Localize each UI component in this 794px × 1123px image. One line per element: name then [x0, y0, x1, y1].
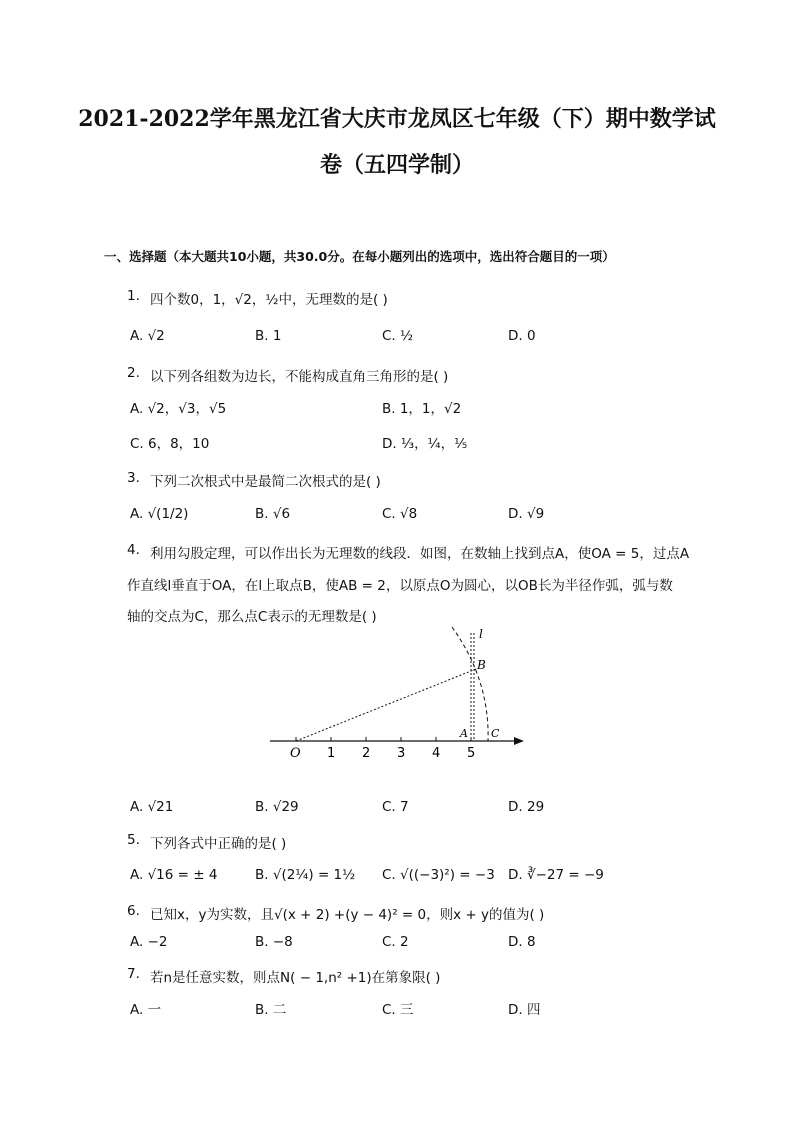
question-text: 以下列各组数为边长，不能构成直角三角形的是( ) — [150, 369, 449, 385]
question-number: 5. — [127, 832, 140, 848]
option-a: A. √2，√3，√5 — [130, 401, 227, 417]
option-b: B. √29 — [255, 799, 299, 815]
question-text-line-2: 作直线l垂直于OA，在l上取点B，使AB = 2，以原点O为圆心，以OB长为半径作弧，弧与数 — [127, 578, 673, 594]
tick-label-o: O — [290, 746, 301, 761]
exam-title-line-2: 卷（五四学制） — [319, 152, 474, 178]
question-text: 下列二次根式中是最简二次根式的是( ) — [150, 474, 381, 490]
option-b: B. √6 — [255, 506, 291, 522]
question-text: 已知x，y为实数，且√(x + 2) +(y − 4)² = 0，则x + y的值为( ) — [150, 907, 545, 923]
option-c: C. 6，8，10 — [130, 436, 210, 452]
question-number: 7. — [127, 966, 140, 982]
question-number: 3. — [127, 470, 140, 486]
arc — [452, 627, 488, 741]
question-text: 四个数0，1，√2，½中，无理数的是( ) — [150, 292, 388, 308]
question-text: 若n是任意实数，则点N( − 1,n² +1)在第象限( ) — [150, 970, 441, 986]
option-b: B. −8 — [255, 934, 293, 950]
option-d: D. 四 — [508, 1002, 541, 1018]
option-b: B. √(2¼) = 1½ — [255, 867, 356, 883]
question-text-line-3: 轴的交点为C，那么点C表示的无理数是( ) — [127, 609, 377, 625]
question-number: 6. — [127, 903, 140, 919]
option-a: A. −2 — [130, 934, 168, 950]
point-label-c: C — [491, 727, 500, 740]
option-c: C. 2 — [382, 934, 409, 950]
option-a: A. 一 — [130, 1002, 162, 1018]
section-heading: 一、选择题（本大题共10小题，共30.0分。在每小题列出的选项中，选出符合题目的一项） — [104, 249, 615, 264]
option-d: D. ⅓，¼，⅕ — [382, 436, 468, 452]
option-c: C. √8 — [382, 506, 418, 522]
option-c: C. 7 — [382, 799, 409, 815]
point-label-b: B — [477, 658, 486, 672]
tick-label-2: 2 — [362, 746, 371, 761]
option-b: B. 1 — [255, 328, 282, 344]
question-text-line-1: 利用勾股定理，可以作出长为无理数的线段．如图，在数轴上找到点A，使OA = 5，过点A — [150, 546, 690, 562]
line-label-l: l — [479, 627, 483, 641]
tick-label-5: 5 — [467, 746, 476, 761]
option-d: D. ∛−27 = −9 — [508, 867, 604, 883]
option-b: B. 1，1，√2 — [382, 401, 462, 417]
tick-label-4: 4 — [432, 746, 441, 761]
option-b: B. 二 — [255, 1002, 287, 1018]
option-a: A. √21 — [130, 799, 174, 815]
option-c: C. √((−3)²) = −3 — [382, 867, 495, 883]
number-line-figure — [262, 625, 532, 765]
segment-ob — [296, 669, 476, 741]
option-d: D. 0 — [508, 328, 536, 344]
option-c: C. ½ — [382, 328, 414, 344]
point-label-a: A — [460, 727, 468, 740]
tick-label-1: 1 — [327, 746, 336, 761]
question-number: 1. — [127, 288, 140, 304]
tick-label-3: 3 — [397, 746, 406, 761]
option-d: D. 8 — [508, 934, 536, 950]
option-a: A. √16 = ± 4 — [130, 867, 218, 883]
question-text: 下列各式中正确的是( ) — [150, 836, 287, 852]
option-c: C. 三 — [382, 1002, 414, 1018]
option-d: D. √9 — [508, 506, 545, 522]
option-a: A. √2 — [130, 328, 165, 344]
exam-title-line-1: 2021-2022学年黑龙江省大庆市龙凤区七年级（下）期中数学试 — [78, 106, 716, 132]
option-d: D. 29 — [508, 799, 545, 815]
question-number: 4. — [127, 542, 140, 558]
axis-arrow — [514, 737, 524, 745]
question-number: 2. — [127, 365, 140, 381]
option-a: A. √(1/2) — [130, 506, 189, 522]
